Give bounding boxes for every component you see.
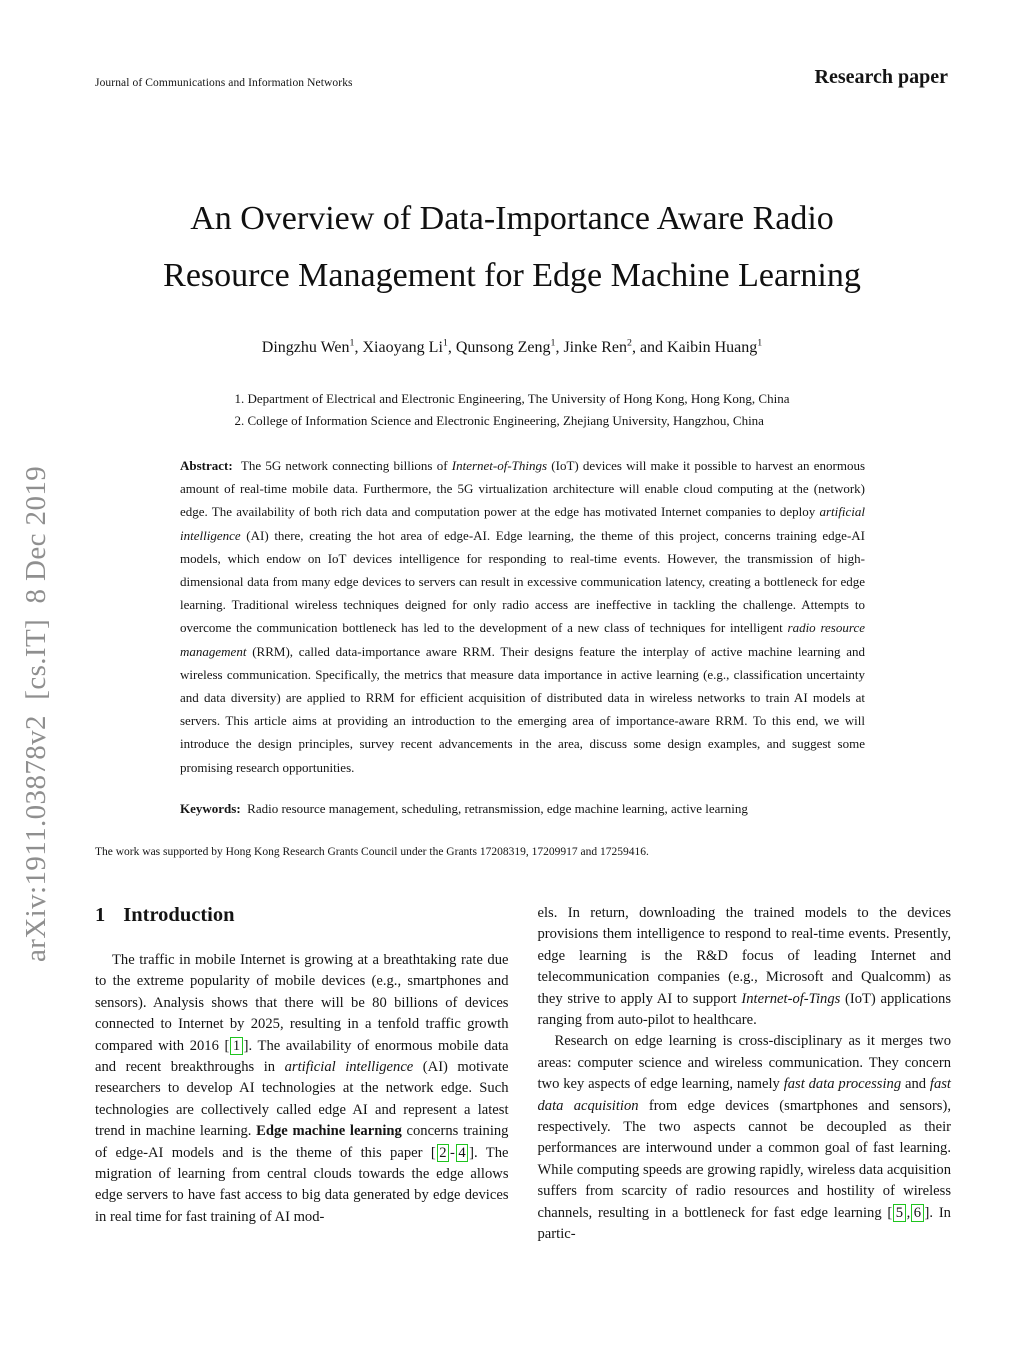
text-run-sup: 1 [757,337,763,349]
column-right [538,903,952,1246]
citation-ref[interactable]: 2 [437,1144,449,1162]
citation-ref[interactable]: 6 [911,1204,923,1222]
affiliation-block [234,388,789,431]
text-run: Dingzhu Wen [261,339,350,356]
text-run-sup: 1 [442,337,448,349]
text-run: , and Kaibin Huang [631,339,758,356]
text-run-sup: 1 [349,337,355,349]
two-column-body [95,903,951,1246]
affiliation-item-2: 2. College of Information Science and Electronic Engineering, Zhejiang University, Hangzhou, China [234,412,764,428]
citation-ref[interactable]: 1 [230,1037,242,1055]
journal-name: Journal of Communications and Information Networks [95,77,353,89]
text-run: ]. The migration of learning from central clouds towards the edge allows edge servers to have fast access to big data generated by edge devices in real time for fast training of AI mod- [95,1144,509,1225]
text-run: and [901,1076,930,1093]
text-run: The traffic in mobile Internet is growing at a breathtaking rate due to the extreme popularity of mobile devices (e.g., smartphones and sensors). Analysis shows that there will be 80 billions of devices connected to Internet by 2025, resulting in a tenfold traffic growth compared with 2016 [ [95,952,509,1054]
text-run: Research on edge learning is cross-disciplinary as it merges two areas: computer science and wireless communication. They concern two key aspects of edge learning, namely [537,1033,951,1093]
text-run: (AI) there, creating the hot area of edge-AI. Edge learning, the theme of this project, concerns training edge-AI models, which endow on IoT devices intelligence for responding to real-time events. However, the transmission of high-dimensional data from many edge devices to servers can result in excessive communication latency, creating a bottleneck for edge learning. Traditional wireless techniques deigned for only radio access are ineffective in tackling the challenge. Attempts to overcome the communication bottleneck has led to the development of a new class of techniques for intelligent [180,527,865,636]
arxiv-watermark: arXiv:1911.03878v2 [cs.IT] 8 Dec 2019 [20,465,52,962]
column-left [95,903,509,1246]
text-run: , Jinke Ren [555,339,627,356]
text-run: els. In return, downloading the trained models to the devices provisions them intelligence to respond to real-time events. Presently, edge learning is the R&D focus of leading Internet and telecommunication companies (e.g., Microsoft and Qualcomm) as they strive to apply AI to support [537,905,951,1007]
section-number: 1 [95,904,106,926]
text-run-i: artificial intelligence [284,1059,414,1076]
text-run-i: fast data processing [783,1076,902,1093]
paper-type-label: Research paper [814,66,948,88]
text-run-b: Abstract: [180,458,233,473]
text-run: (RRM), called data-importance aware RRM. Their designs feature the interplay of active machine learning and wireless communication. Specifically, the metrics that measure data importance in active learning (e.g., classification uncertainty and data diversity) are applied to RRM for efficient acquisition of distributed data in wireless networks to train AI models at servers. This article aims at providing an introduction to the emerging area of importance-aware RRM. To this end, we will introduce the design principles, survey recent advancements in the area, discuss some design examples, and suggest some promising research opportunities. [180,643,865,775]
text-run: , Qunsong Zeng [447,339,551,356]
text-run: (AI) motivate researchers to develop AI technologies at the network edge. Such technologies are collectively called edge AI and represent a latest trend in machine learning. [95,1059,509,1140]
text-run: , [906,1204,911,1221]
section-heading-introduction [95,903,509,927]
text-run-i: artificial intelligence [180,504,865,543]
intro-paragraph-1-continued [538,903,952,1031]
intro-paragraph-2 [538,1031,952,1245]
text-run-i: fast data acquisition [537,1076,951,1114]
text-run: , Xiaoyang Li [354,339,443,356]
affiliation-item-1: 1. Department of Electrical and Electronic Engineering, The University of Hong Kong, Hong Kong, China [234,391,790,406]
citation-ref[interactable]: 4 [456,1144,468,1162]
text-run: ]. In partic- [537,1204,951,1243]
section-title: Introduction [123,904,235,926]
text-run: from edge devices (smartphones and sensors), respectively. The two aspects cannot be decoupled as their performances are interwound under a common goal of fast learning. While computing speeds are growing rapidly, wireless data acquisition suffers from scarcity of radio resources and hostility of wireless channels, resulting in a bottleneck for fast edge learning [ [537,1097,951,1221]
text-run-sup: 2 [627,337,632,349]
support-footnote: The work was supported by Hong Kong Research Grants Council under the Grants 17208319, 17209917 and 17259416. [95,846,649,858]
text-run-i: Internet-of-Tings [741,990,841,1007]
intro-paragraph-1 [95,950,509,1228]
paper-title-line2: Resource Management for Edge Machine Learning [163,257,861,294]
text-run: concerns training of edge-AI models and is the theme of this paper [ [95,1123,509,1161]
text-run-sup: 1 [550,337,556,349]
text-run: ]. The availability of enormous mobile data and recent breakthroughs in [95,1037,509,1076]
affiliations [0,388,1024,431]
paper-title-line1: An Overview of Data-Importance Aware Radio [190,200,834,237]
keywords-line [180,801,865,817]
authors-line [0,339,1024,357]
text-run-b: Edge machine learning [256,1123,402,1140]
text-run: (IoT) devices will make it possible to harvest an enormous amount of real-time mobile data. Furthermore, the 5G virtualization architecture will enable cloud computing at the (network) edge. The availability of both rich data and computation power at the edge has motivated Internet companies to deploy [180,458,865,520]
abstract-text [180,454,865,779]
text-run: The 5G network connecting billions of [232,458,452,473]
citation-ref[interactable]: 5 [893,1204,905,1222]
text-run-i: Internet-of-Things [451,458,548,473]
text-run: (IoT) applications ranging from auto-pilot to healthcare. [537,990,952,1029]
text-run-b: Keywords: [180,801,241,816]
text-run-i: radio resource management [180,620,865,659]
text-run: - [450,1144,455,1161]
text-run: Radio resource management, scheduling, retransmission, edge machine learning, active learning [240,801,748,816]
paper-title [0,190,1024,304]
